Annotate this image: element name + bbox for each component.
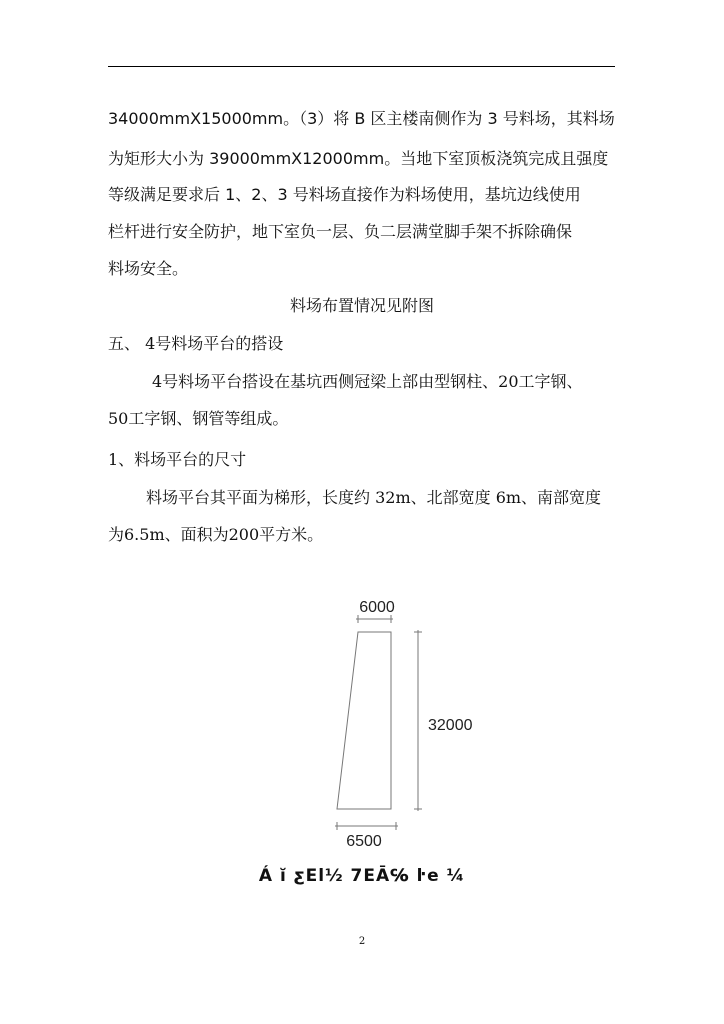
platform-outline <box>337 632 391 809</box>
section-heading: 五、 4号料场平台的搭设 <box>108 334 284 353</box>
bottom-width-label: 6500 <box>346 833 382 850</box>
paragraph-line: 为矩形大小为 39000mmX12000mm。当地下室顶板浇筑完成且强度 <box>108 149 609 168</box>
attachment-note: 料场布置情况见附图 <box>289 296 434 315</box>
paragraph-line: 4号料场平台搭设在基坑西侧冠梁上部由型钢柱、20工字钢、 <box>152 372 583 391</box>
page-number: 2 <box>358 936 366 947</box>
paragraph-line: 料场安全。 <box>108 259 189 278</box>
length-label: 32000 <box>428 717 473 734</box>
paragraph-line: 等级满足要求后 1、2、3 号料场直接作为料场使用，基坑边线使用 <box>108 185 581 204</box>
paragraph-line: 34000mmX15000mm。（3）将 B 区主楼南侧作为 3 号料场，其料场 <box>108 109 615 128</box>
paragraph-line: 50工字钢、钢管等组成。 <box>108 409 289 428</box>
figure-caption: Á ĭ ƹEl½ 7EĀ℅ ŀe ¼ <box>258 866 466 886</box>
top-width-label: 6000 <box>359 599 395 616</box>
paragraph-line: 为6.5m、面积为200平方米。 <box>108 525 324 544</box>
subsection-heading: 1、料场平台的尺寸 <box>108 450 247 469</box>
paragraph-line: 料场平台其平面为梯形，长度约 32m、北部宽度 6m、南部宽度 <box>146 488 602 507</box>
paragraph-line: 栏杆进行安全防护，地下室负一层、负二层满堂脚手架不拆除确保 <box>108 222 573 241</box>
